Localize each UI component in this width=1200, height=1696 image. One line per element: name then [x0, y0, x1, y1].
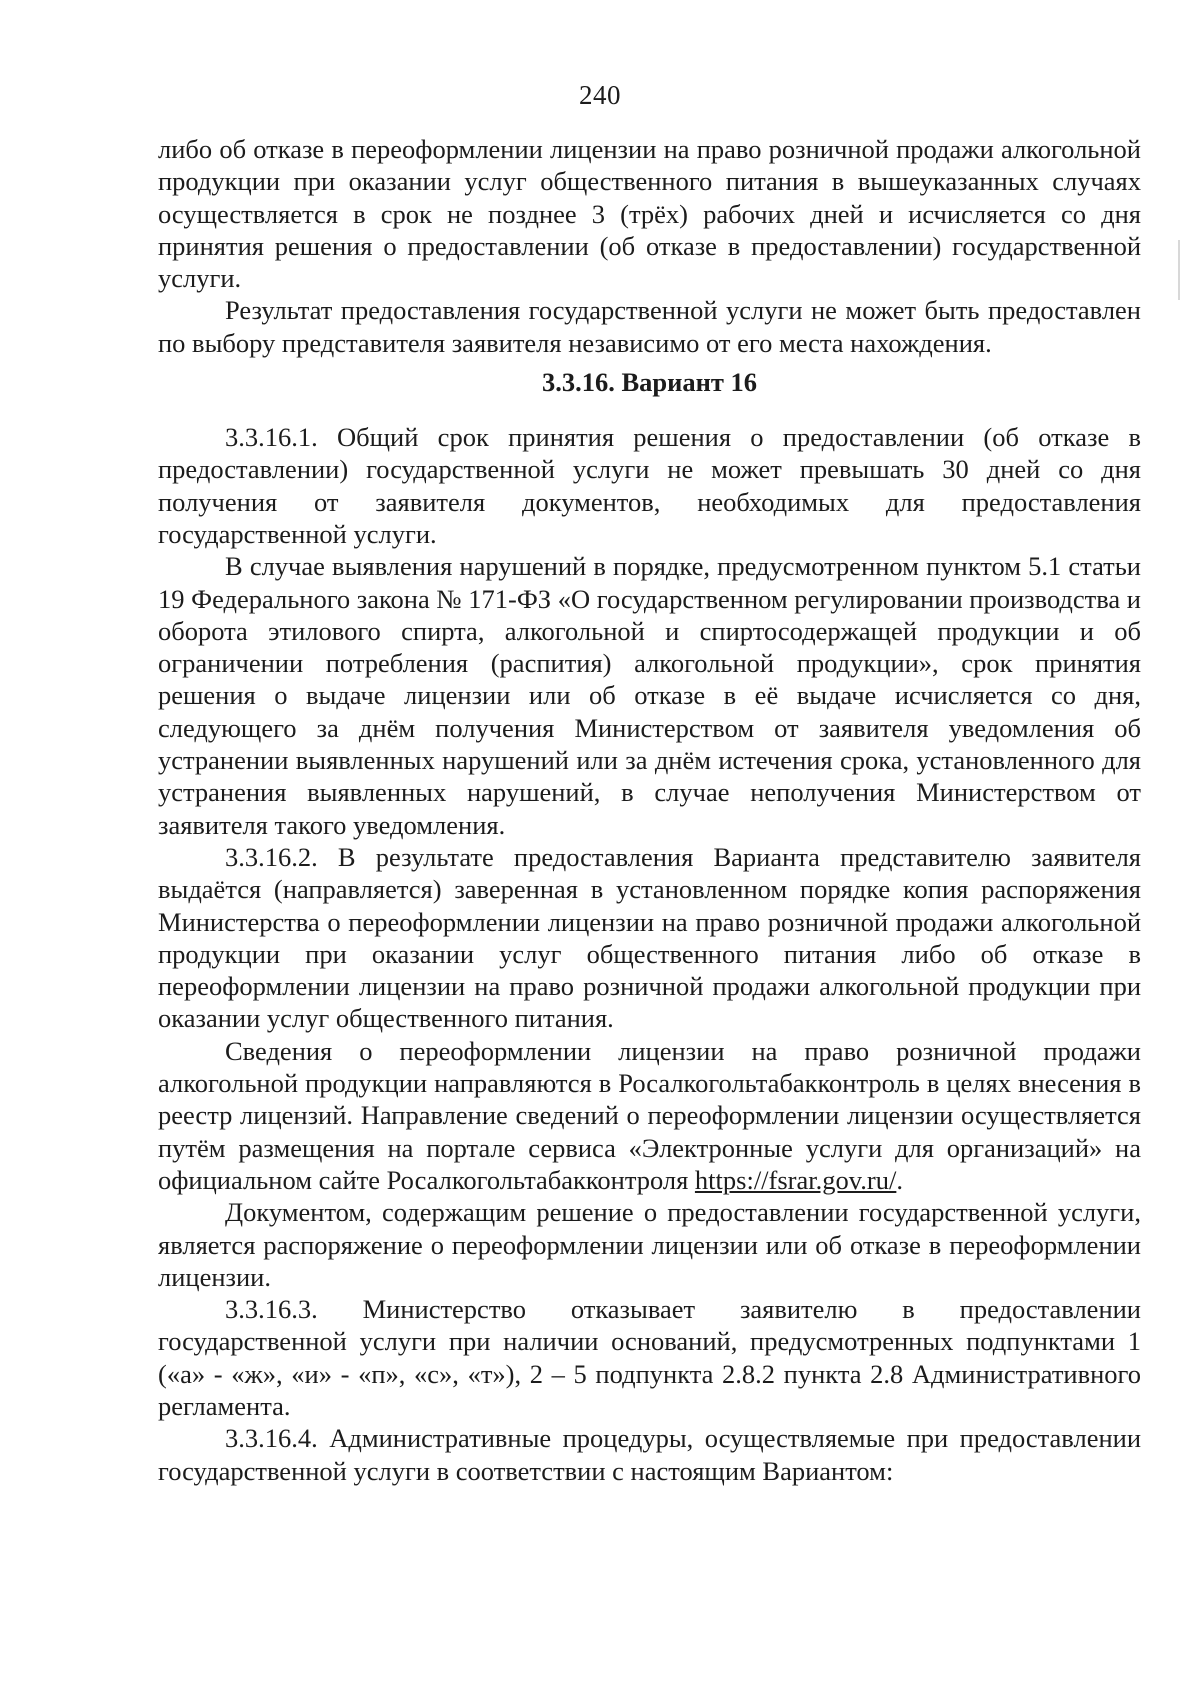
paragraph-result: Результат предоставления государственной услуги не может быть предоставлен по выбору представителя заявителя независимо от его места нахождения.: [158, 295, 1141, 358]
section-heading: 3.3.16. Вариант 16: [541, 367, 758, 398]
paragraph-3-3-16-1: 3.3.16.1. Общий срок принятия решения о предоставлении (об отказе в предоставлении) государственной услуги не может превышать 30 дней со дня получения от заявителя документов, необходимых для предоставления государственной услуги.: [158, 422, 1141, 549]
paragraph-license-info: [158, 1035, 1141, 1196]
paragraph-3-3-16-4: 3.3.16.4. Административные процедуры, осуществляемые при предоставлении государственной услуги в соответствии с настоящим Вариантом:: [158, 1423, 1141, 1486]
page-number: 240: [579, 80, 621, 110]
paragraph-violations: В случае выявления нарушений в порядке, предусмотренном пунктом 5.1 статьи 19 Федерального закона № 171-ФЗ «О государственном регулировании производства и оборота этилового спирта, алкогольной и спиртосодержащей продукции и об ограничении потребления (распития) алкогольной продукции», срок принятия решения о выдаче лицензии или об отказе в её выдаче исчисляется со дня, следующего за днём получения Министерством от заявителя уведомления об устранении выявленных нарушений или за днём истечения срока, установленного для устранения выявленных нарушений, в случае неполучения Министерством от заявителя такого уведомления.: [158, 551, 1141, 840]
paragraph-3-3-16-2: 3.3.16.2. В результате предоставления Варианта представителю заявителя выдаётся (направляется) заверенная в установленном порядке копия распоряжения Министерства о переоформлении лицензии на право розничной продажи алкогольной продукции при оказании услуг общественного питания либо об отказе в переоформлении лицензии на право розничной продажи алкогольной продукции при оказании услуг общественного питания.: [158, 841, 1141, 1034]
paragraph-license-info-end: .: [896, 1164, 903, 1195]
scan-edge-mark: [1178, 240, 1180, 300]
paragraph-decision-document: Документом, содержащим решение о предоставлении государственной услуги, является распоряжение о переоформлении лицензии или об отказе в переоформлении лицензии.: [158, 1197, 1141, 1292]
paragraph-license-info-text: Сведения о переоформлении лицензии на право розничной продажи алкогольной продукции направляются в Росалкогольтабакконтроль в целях внесения в реестр лицензий. Направление сведений о переоформлении лицензии осуществляется путём размещения на портале сервиса «Электронные услуги для организаций» на официальном сайте Росалкогольтабакконтроля: [158, 1035, 1141, 1195]
fsrar-link[interactable]: https://fsrar.gov.ru/: [694, 1164, 897, 1195]
paragraph-3-3-16-3: 3.3.16.3. Министерство отказывает заявителю в предоставлении государственной услуги при наличии оснований, предусмотренных подпунктами 1 («а» - «ж», «и» - «п», «с», «т»), 2 – 5 подпункта 2.8.2 пункта 2.8 Административного регламента.: [158, 1294, 1141, 1421]
document-body: [158, 133, 1141, 1487]
paragraph-continuation: либо об отказе в переоформлении лицензии на право розничной продажи алкогольной продукции при оказании услуг общественного питания в вышеуказанных случаях осуществляется в срок не позднее 3 (трёх) рабочих дней и исчисляется со дня принятия решения о предоставлении (об отказе в предоставлении) государственной услуги.: [158, 134, 1141, 294]
